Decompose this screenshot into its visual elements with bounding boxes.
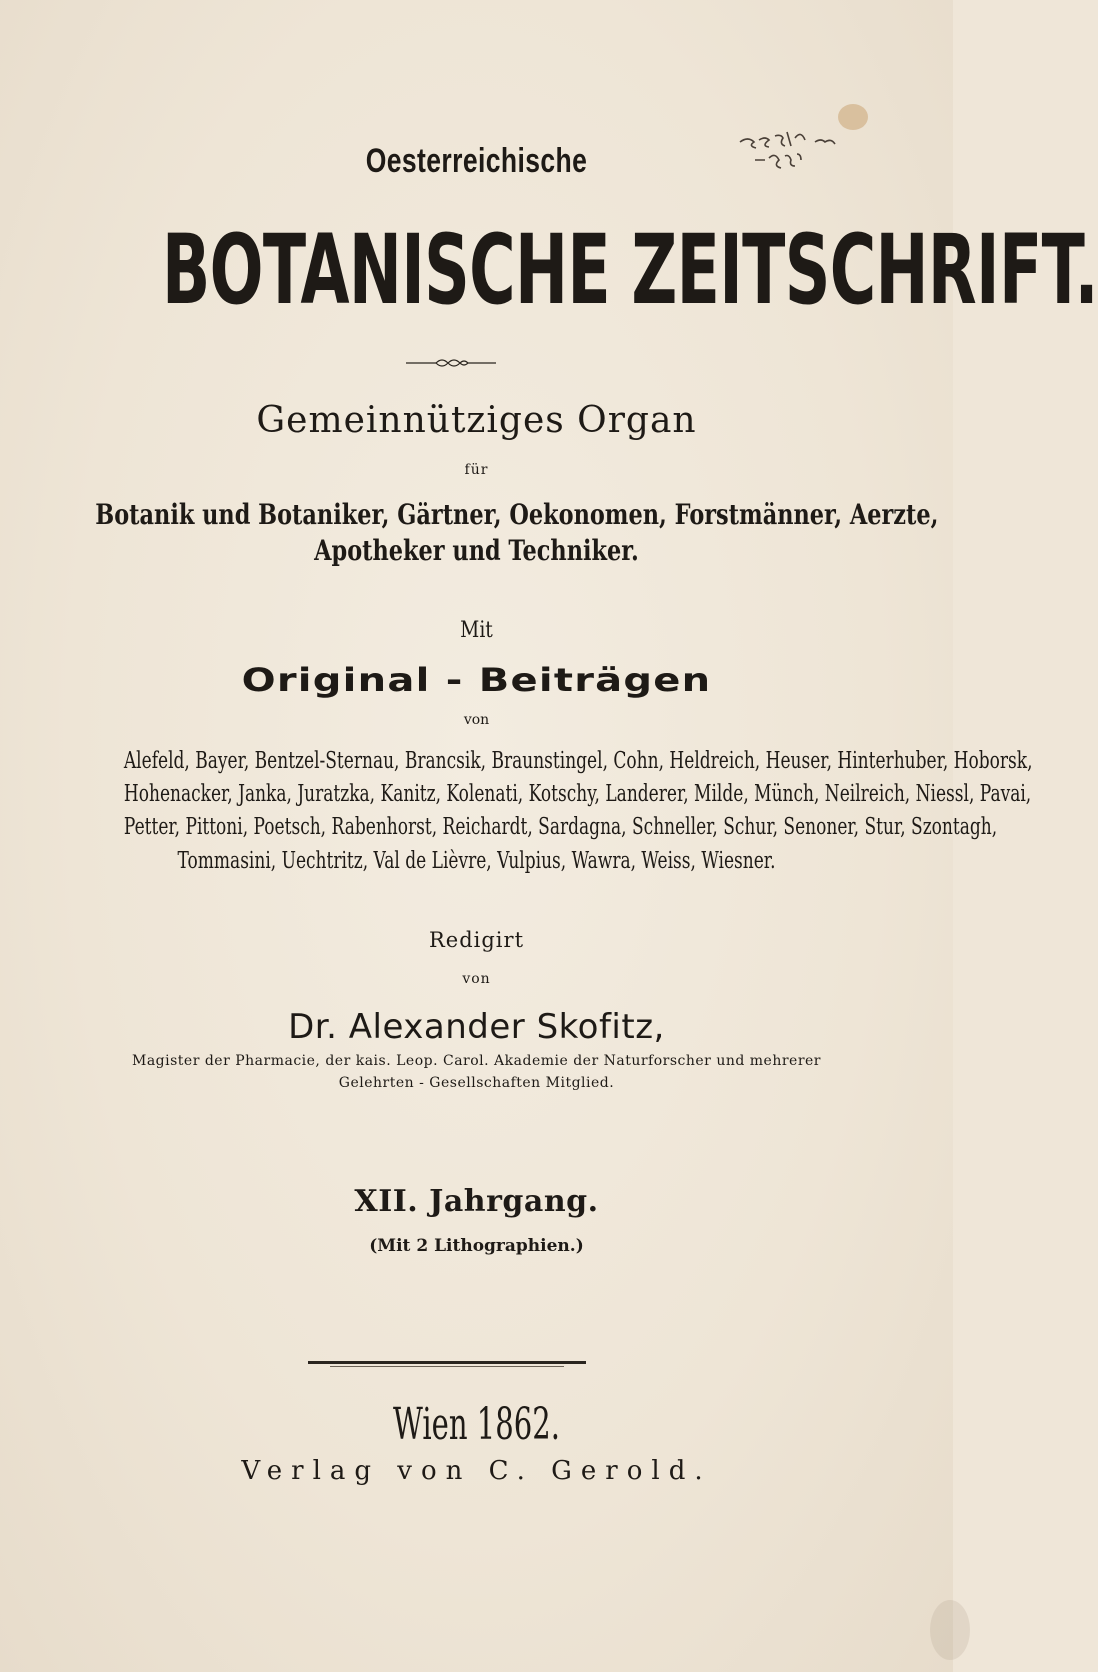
original-beitraegen-heading: Original - Beiträgen [241, 661, 712, 699]
volume-jahrgang: XII. Jahrgang. [354, 1184, 599, 1219]
lithographien-note: (Mit 2 Lithographien.) [369, 1236, 584, 1256]
editor-name: Dr. Alexander Skofitz, [288, 1007, 665, 1047]
place-year: Wien 1862. [393, 1399, 560, 1450]
editor-affiliation-2: Gelehrten - Gesellschaften Mitglied. [338, 1075, 615, 1091]
von-text: von [463, 712, 490, 728]
subtitle: Gemeinnütziges Organ [256, 400, 697, 441]
von-text-editor: von [462, 971, 491, 987]
audience-line-1: Botanik und Botaniker, Gärtner, Oekonomen, Forstmänner, Aerzte, [95, 498, 939, 531]
main-title: BOTANISCHE ZEITSCHRIFT. [162, 214, 1098, 326]
editor-affiliation-1: Magister der Pharmacie, der kais. Leop. Carol. Akademie der Naturforscher und mehrerer [131, 1053, 821, 1069]
mit-text: Mit [460, 618, 493, 643]
authors-line: Alefeld, Bayer, Bentzel-Sternau, Brancsik, Braunstingel, Cohn, Heldreich, Heuser, Hinterhuber, Hoborsk, [123, 748, 1033, 774]
audience-line-2: Apotheker und Techniker. [314, 534, 639, 567]
authors-line: Petter, Pittoni, Poetsch, Rabenhorst, Reichardt, Sardagna, Schneller, Schur, Senoner, Stur, Szontagh, [123, 814, 998, 840]
paper-edge-shadow [930, 1600, 970, 1660]
fuer-text: für [464, 462, 489, 478]
authors-line: Hohenacker, Janka, Juratzka, Kanitz, Kolenati, Kotschy, Landerer, Milde, Münch, Neilreich, Niessl, Pavai, [123, 781, 1032, 807]
ornament-divider [406, 356, 496, 370]
imprint-rule [308, 1361, 586, 1364]
authors-line: Tommasini, Uechtritz, Val de Lièvre, Vulpius, Wawra, Weiss, Wiesner. [177, 848, 776, 874]
pre-title: Oesterreichische [365, 142, 588, 180]
redigirt-text: Redigirt [428, 928, 525, 952]
imprint-rule-thin [330, 1366, 564, 1367]
paper-stain [838, 104, 868, 130]
publisher: Verlag von C. Gerold. [241, 1456, 712, 1486]
